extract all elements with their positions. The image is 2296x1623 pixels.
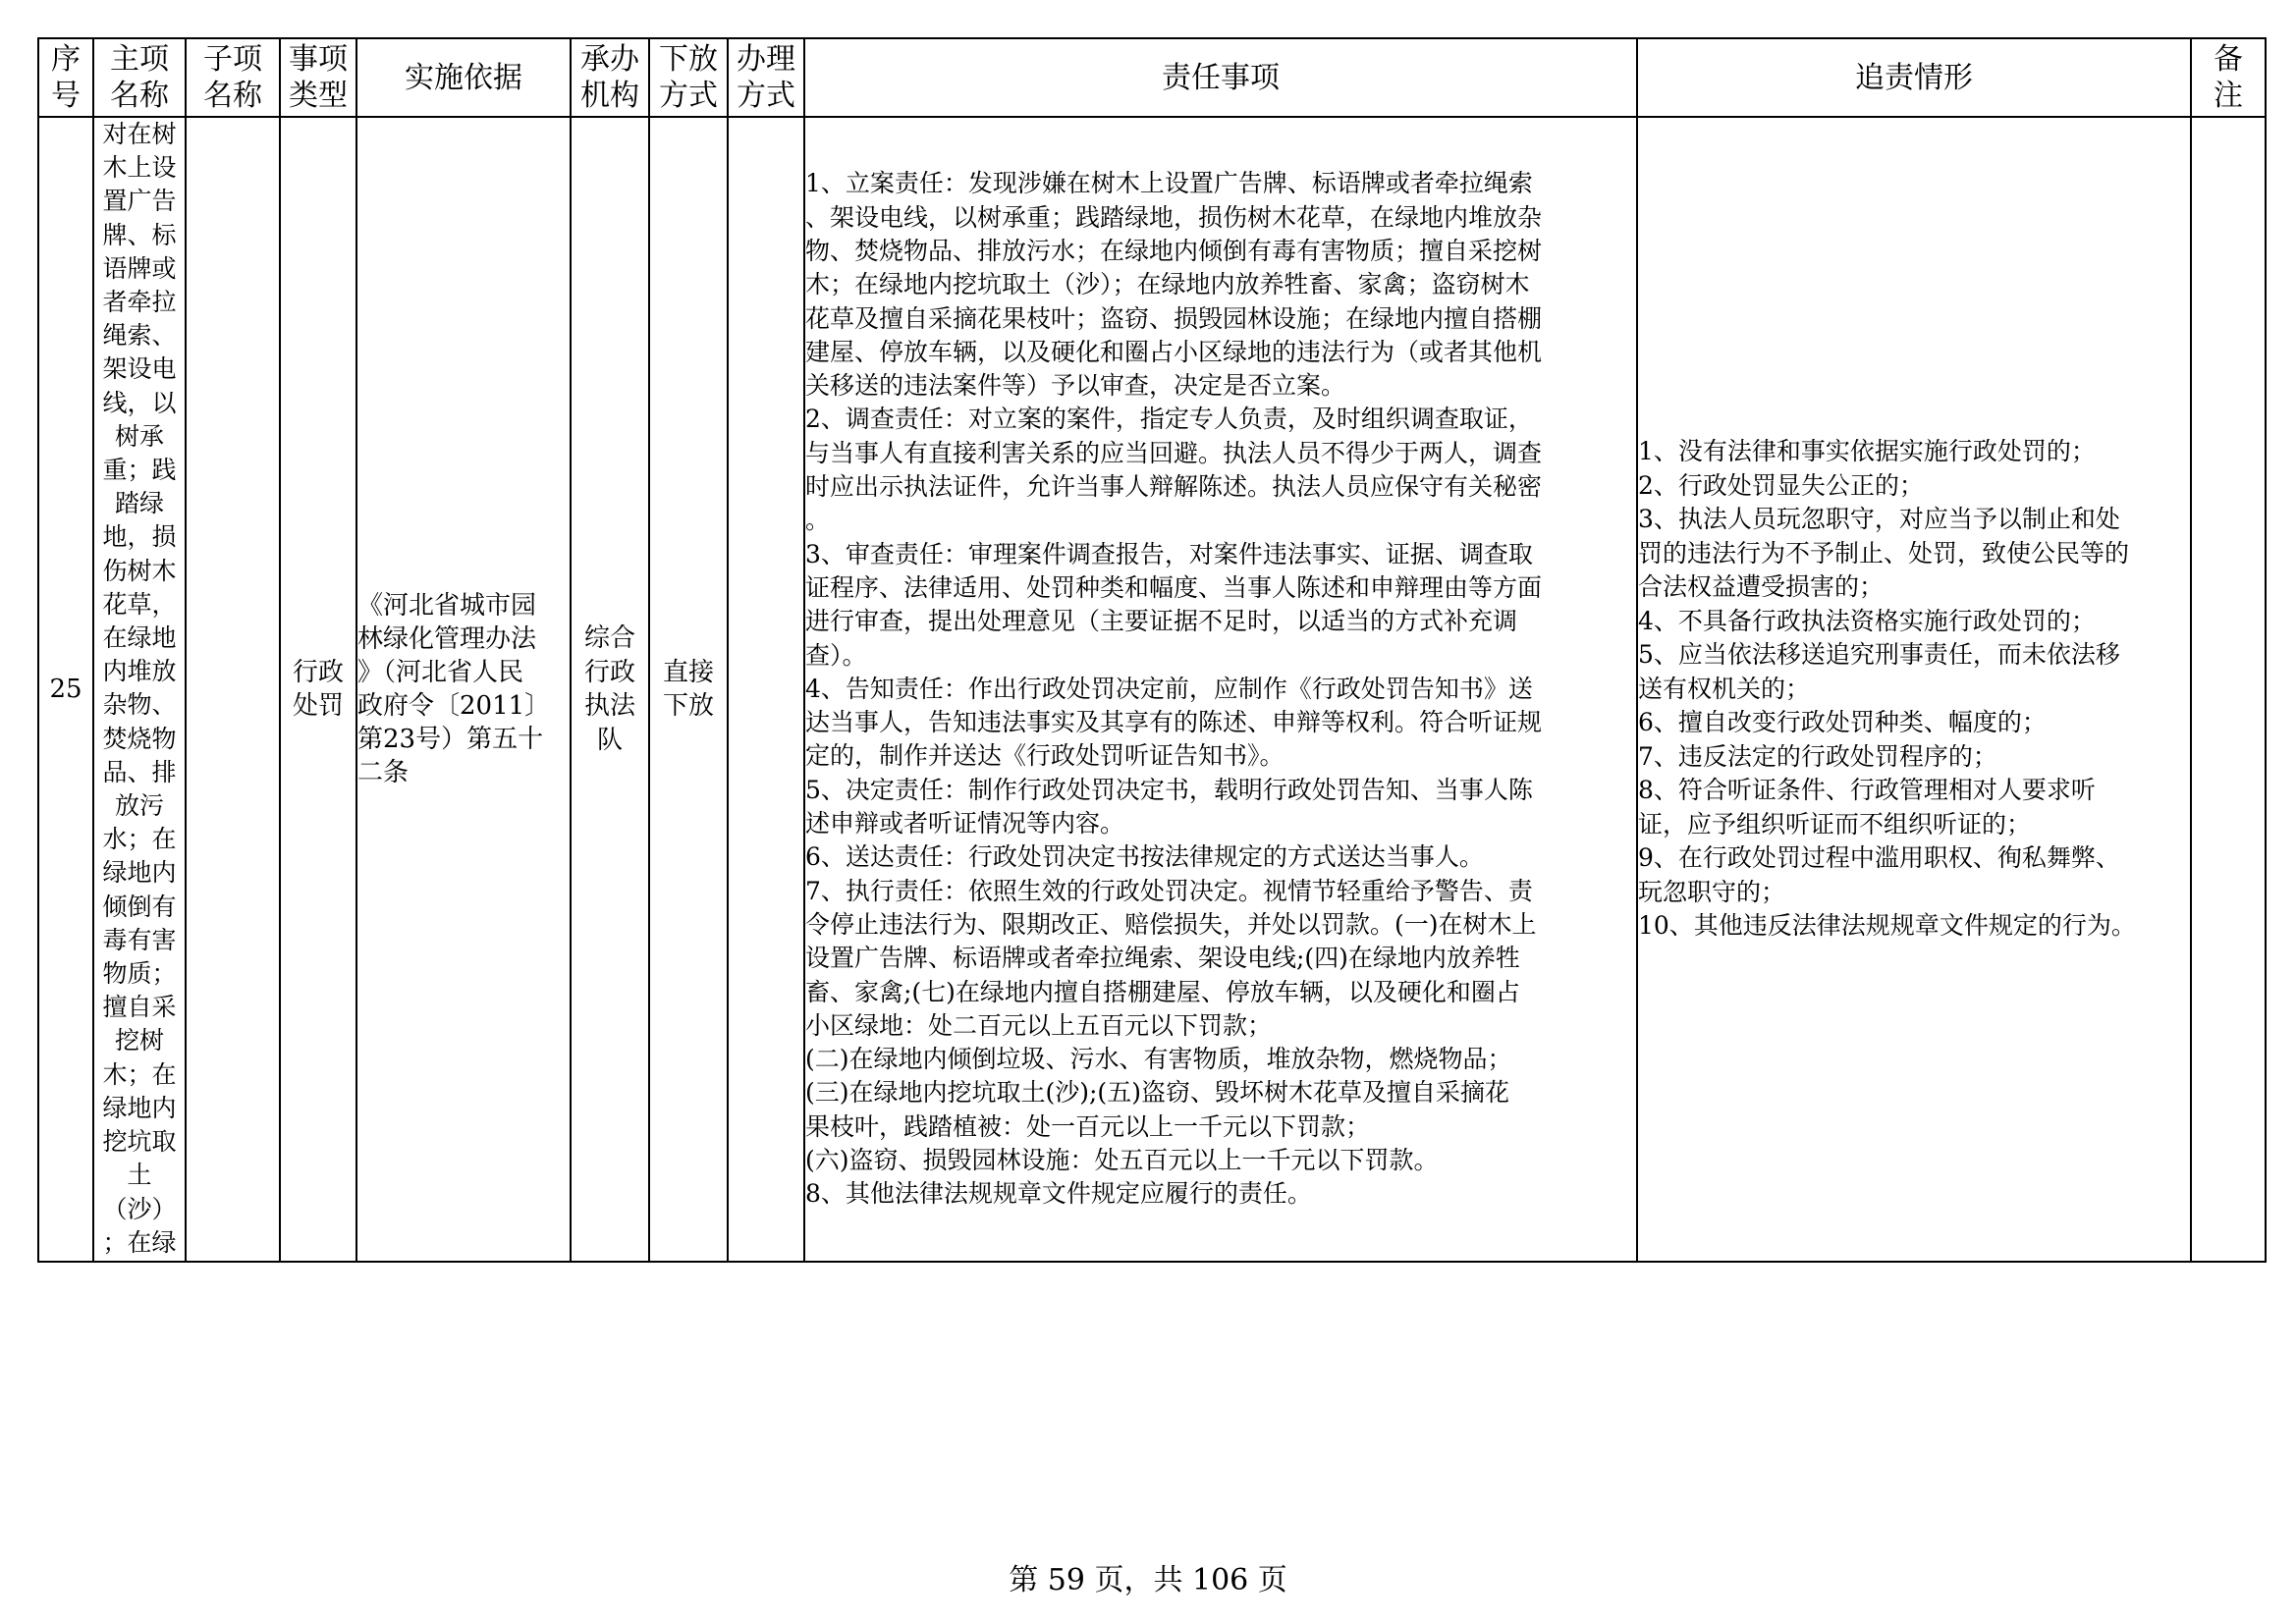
header-delegation: 下放 方式: [649, 38, 728, 117]
cell-responsibility: 1、立案责任：发现涉嫌在树木上设置广告牌、标语牌或者牵拉绳索 、架设电线，以树承重；践踏绿地，损伤树木花草，在绿地内堆放杂 物、焚烧物品、排放污水；在绿地内倾倒有毒有害物质；擅自采挖树 木；在绿地内挖坑取土（沙）；在绿地内放养牲畜、家禽；盗窃树木 花草及擅自采摘花果枝叶；盗窃、损毁园林设施；在绿地内擅自搭棚 建屋、停放车辆，以及硬化和圈占小区绿地的违法行为（或者其他机 关移送的违法案件等）予以审查，决定是否立案。 2、调查责任：对立案的案件，指定专人负责，及时组织调查取证， 与当事人有直接利害关系的应当回避。执法人员不得少于两人，调查 时应出示执法证件，允许当事人辩解陈述。执法人员应保守有关秘密 。 3、审查责任：审理案件调查报告，对案件违法事实、证据、调查取 证程序、法律适用、处罚种类和幅度、当事人陈述和申辩理由等方面 进行审查，提出处理意见（主要证据不足时，以适当的方式补充调 查）。 4、告知责任：作出行政处罚决定前，应制作《行政处罚告知书》送 达当事人，告知违法事实及其享有的陈述、申辩等权利。符合听证规 定的，制作并送达《行政处罚听证告知书》。 5、决定责任：制作行政处罚决定书，载明行政处罚告知、当事人陈 述申辩或者听证情况等内容。 6、送达责任：行政处罚决定书按法律规定的方式送达当事人。 7、执行责任：依照生效的行政处罚决定。视情节轻重给予警告、责 令停止违法行为、限期改正、赔偿损失，并处以罚款。(一)在树木上 设置广告牌、标语牌或者牵拉绳索、架设电线;(四)在绿地内放养牲 畜、家禽;(七)在绿地内擅自搭棚建屋、停放车辆，以及硬化和圈占 小区绿地：处二百元以上五百元以下罚款； (二)在绿地内倾倒垃圾、污水、有害物质，堆放杂物，燃烧物品； (三)在绿地内挖坑取土(沙);(五)盗窃、毁坏树木花草及擅自采摘花 果枝叶，践踏植被：处一百元以上一千元以下罚款； (六)盗窃、损毁园林设施：处五百元以上一千元以下罚款。 8、其他法律法规规章文件规定应履行的责任。: [804, 117, 1637, 1262]
cell-handling: [728, 117, 804, 1262]
header-seq: 序 号: [38, 38, 93, 117]
table-header-row: [38, 38, 2266, 117]
header-accountability: 追责情形: [1637, 38, 2191, 117]
cell-accountability: 1、没有法律和事实依据实施行政处罚的； 2、行政处罚显失公正的； 3、执法人员玩忽职守，对应当予以制止和处 罚的违法行为不予制止、处罚，致使公民等的 合法权益遭受损害的； 4、不具备行政执法资格实施行政处罚的； 5、应当依法移送追究刑事责任，而未依法移 送有权机关的； 6、擅自改变行政处罚种类、幅度的； 7、违反法定的行政处罚程序的； 8、符合听证条件、行政管理相对人要求听 证，应予组织听证而不组织听证的； 9、在行政处罚过程中滥用职权、徇私舞弊、 玩忽职守的； 10、其他违反法律法规规章文件规定的行为。: [1637, 117, 2191, 1262]
header-responsibility: 责任事项: [804, 38, 1637, 117]
header-item-type: 事项 类型: [280, 38, 356, 117]
header-remarks: 备 注: [2191, 38, 2266, 117]
page-footer: 第 59 页，共 106 页: [1009, 1563, 1287, 1597]
table-row: [38, 117, 2266, 1262]
header-main-item: 主项 名称: [93, 38, 186, 117]
responsibility-table: [37, 37, 2267, 1263]
cell-item-type: 行政 处罚: [280, 117, 356, 1262]
cell-main-item: 对在树 木上设 置广告 牌、标 语牌或 者牵拉 绳索、 架设电 线，以 树承 重；践 踏绿 地，损 伤树木 花草， 在绿地 内堆放 杂物、 焚烧物 品、排 放污 水；在 绿地内 倾倒有 毒有害 物质； 擅自采 挖树 木；在 绿地内 挖坑取 土 （沙） ；在绿: [93, 117, 186, 1262]
cell-delegation: 直接 下放: [649, 117, 728, 1262]
header-handling: 办理 方式: [728, 38, 804, 117]
header-sub-item: 子项 名称: [186, 38, 280, 117]
cell-remarks: [2191, 117, 2266, 1262]
cell-seq: 25: [38, 117, 93, 1262]
cell-basis: 《河北省城市园 林绿化管理办法 》（河北省人民 政府令〔2011〕 第23号）第五十 二条: [356, 117, 571, 1262]
header-organ: 承办 机构: [571, 38, 649, 117]
cell-organ: 综合 行政 执法 队: [571, 117, 649, 1262]
header-basis: 实施依据: [356, 38, 571, 117]
cell-sub-item: [186, 117, 280, 1262]
